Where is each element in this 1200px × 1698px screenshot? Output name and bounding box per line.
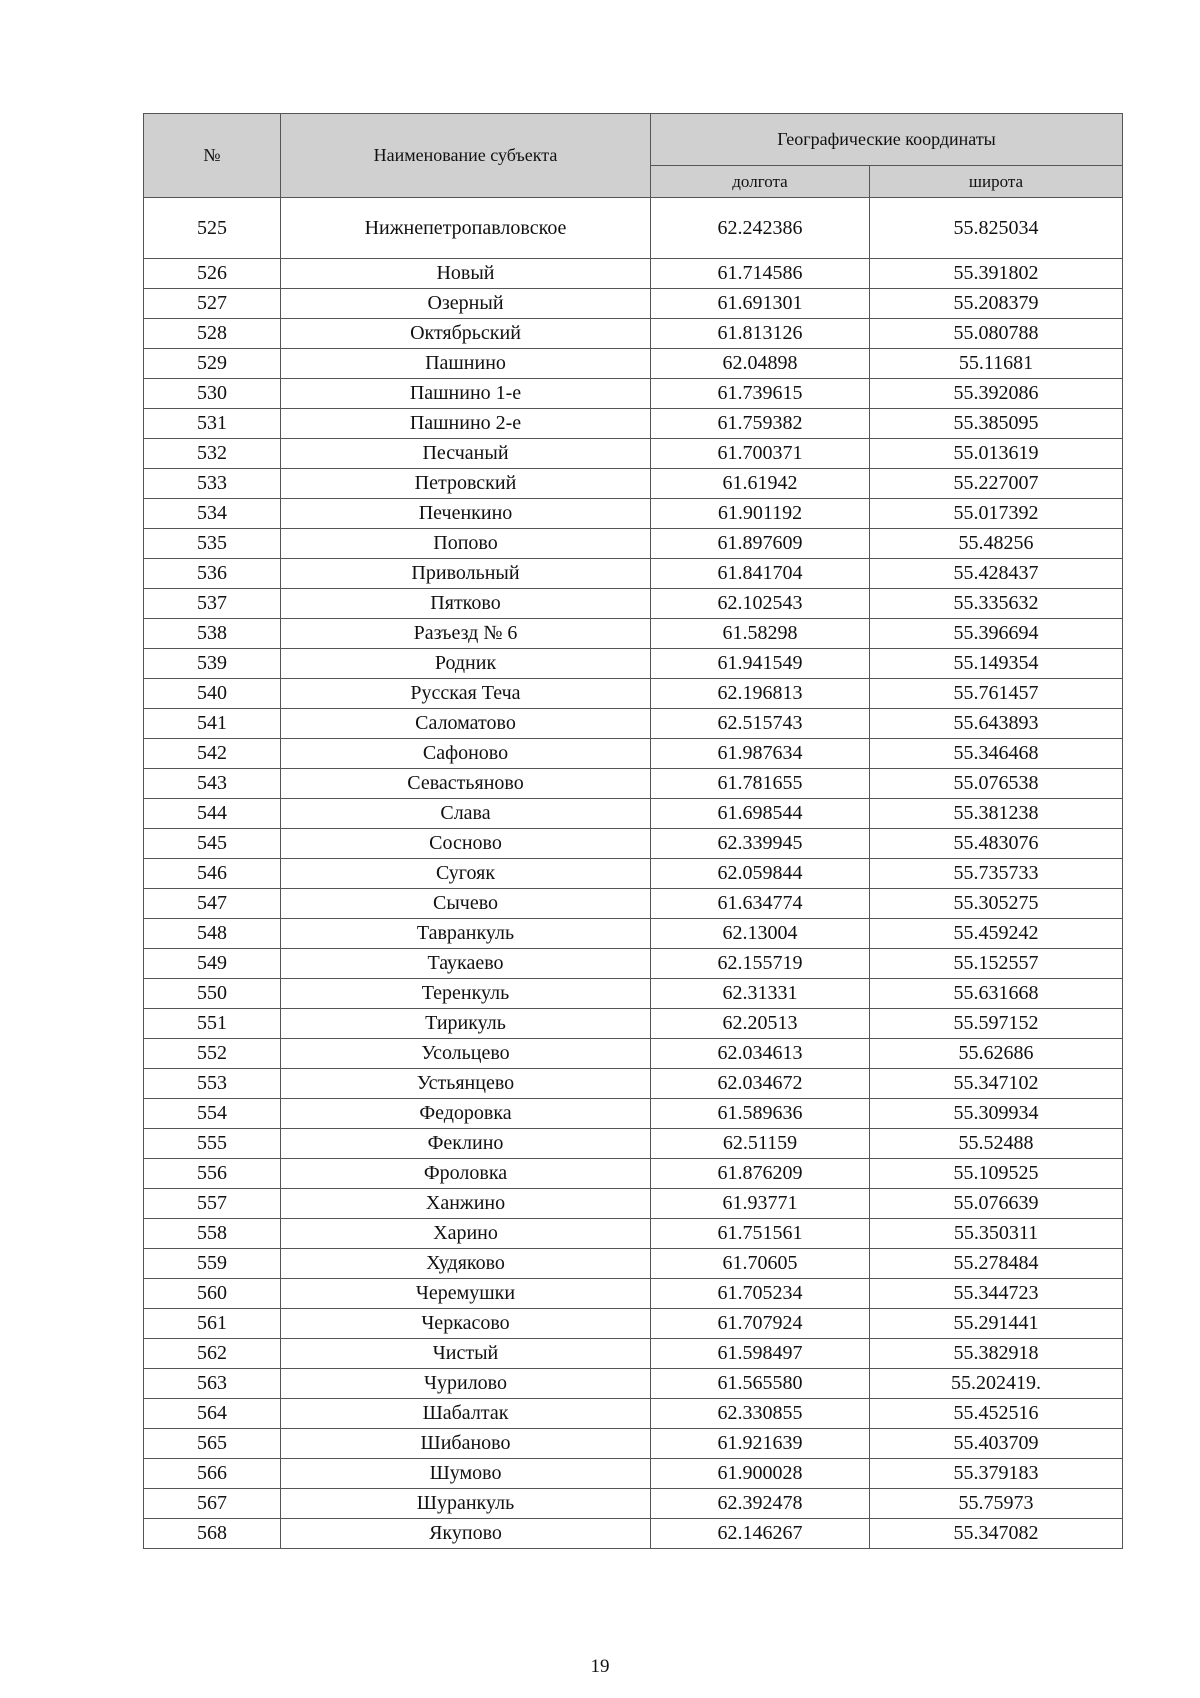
table-row [144, 1489, 1123, 1519]
cell-name: Петровский [281, 469, 651, 499]
cell-name: Слава [281, 799, 651, 829]
cell-latitude: 55.208379 [870, 289, 1123, 319]
cell-number: 560 [144, 1279, 281, 1309]
cell-latitude: 55.452516 [870, 1399, 1123, 1429]
cell-number: 531 [144, 409, 281, 439]
cell-number: 533 [144, 469, 281, 499]
cell-latitude: 55.347082 [870, 1519, 1123, 1549]
cell-name: Сугояк [281, 859, 651, 889]
cell-latitude: 55.52488 [870, 1129, 1123, 1159]
table-row [144, 799, 1123, 829]
cell-name: Фроловка [281, 1159, 651, 1189]
cell-name: Шуранкуль [281, 1489, 651, 1519]
cell-longitude: 61.921639 [651, 1429, 870, 1459]
cell-latitude: 55.149354 [870, 649, 1123, 679]
coordinates-table [143, 113, 1123, 1549]
cell-name: Харино [281, 1219, 651, 1249]
cell-latitude: 55.291441 [870, 1309, 1123, 1339]
cell-latitude: 55.825034 [870, 198, 1123, 259]
cell-latitude: 55.344723 [870, 1279, 1123, 1309]
table-row [144, 1369, 1123, 1399]
table-row [144, 649, 1123, 679]
cell-longitude: 62.20513 [651, 1009, 870, 1039]
cell-latitude: 55.392086 [870, 379, 1123, 409]
cell-number: 553 [144, 1069, 281, 1099]
cell-name: Ханжино [281, 1189, 651, 1219]
cell-longitude: 61.61942 [651, 469, 870, 499]
table-row [144, 198, 1123, 259]
cell-name: Печенкино [281, 499, 651, 529]
cell-number: 529 [144, 349, 281, 379]
table-row [144, 589, 1123, 619]
page-number: 19 [590, 1656, 610, 1677]
cell-longitude: 61.700371 [651, 439, 870, 469]
cell-name: Сафоново [281, 739, 651, 769]
cell-number: 538 [144, 619, 281, 649]
cell-longitude: 62.339945 [651, 829, 870, 859]
cell-number: 554 [144, 1099, 281, 1129]
table-row [144, 1099, 1123, 1129]
cell-name: Пашнино 1-е [281, 379, 651, 409]
cell-name: Федоровка [281, 1099, 651, 1129]
cell-longitude: 61.598497 [651, 1339, 870, 1369]
cell-name: Разъезд № 6 [281, 619, 651, 649]
cell-latitude: 55.381238 [870, 799, 1123, 829]
table-row [144, 289, 1123, 319]
cell-number: 540 [144, 679, 281, 709]
cell-number: 559 [144, 1249, 281, 1279]
cell-longitude: 61.698544 [651, 799, 870, 829]
cell-latitude: 55.631668 [870, 979, 1123, 1009]
table-row [144, 499, 1123, 529]
cell-name: Озерный [281, 289, 651, 319]
table-row [144, 979, 1123, 1009]
cell-latitude: 55.109525 [870, 1159, 1123, 1189]
cell-latitude: 55.076639 [870, 1189, 1123, 1219]
cell-number: 546 [144, 859, 281, 889]
cell-longitude: 61.987634 [651, 739, 870, 769]
table-row [144, 259, 1123, 289]
cell-longitude: 62.13004 [651, 919, 870, 949]
cell-longitude: 62.196813 [651, 679, 870, 709]
cell-number: 551 [144, 1009, 281, 1039]
cell-latitude: 55.735733 [870, 859, 1123, 889]
cell-name: Песчаный [281, 439, 651, 469]
cell-number: 548 [144, 919, 281, 949]
cell-number: 544 [144, 799, 281, 829]
cell-name: Октябрьский [281, 319, 651, 349]
cell-longitude: 62.51159 [651, 1129, 870, 1159]
cell-latitude: 55.385095 [870, 409, 1123, 439]
cell-longitude: 61.634774 [651, 889, 870, 919]
table-row [144, 949, 1123, 979]
table-row [144, 559, 1123, 589]
cell-number: 527 [144, 289, 281, 319]
cell-name: Пашнино [281, 349, 651, 379]
cell-number: 526 [144, 259, 281, 289]
table-row [144, 1009, 1123, 1039]
table-row [144, 769, 1123, 799]
cell-name: Сычево [281, 889, 651, 919]
cell-longitude: 62.102543 [651, 589, 870, 619]
cell-name: Севастьяново [281, 769, 651, 799]
cell-name: Худяково [281, 1249, 651, 1279]
cell-longitude: 62.059844 [651, 859, 870, 889]
table-row [144, 1219, 1123, 1249]
table-row [144, 1459, 1123, 1489]
cell-latitude: 55.459242 [870, 919, 1123, 949]
cell-longitude: 61.58298 [651, 619, 870, 649]
cell-name: Саломатово [281, 709, 651, 739]
cell-number: 565 [144, 1429, 281, 1459]
cell-name: Черкасово [281, 1309, 651, 1339]
table-row [144, 529, 1123, 559]
cell-latitude: 55.483076 [870, 829, 1123, 859]
cell-name: Шабалтак [281, 1399, 651, 1429]
cell-name: Пашнино 2-е [281, 409, 651, 439]
cell-latitude: 55.379183 [870, 1459, 1123, 1489]
cell-name: Привольный [281, 559, 651, 589]
cell-number: 566 [144, 1459, 281, 1489]
cell-latitude: 55.013619 [870, 439, 1123, 469]
cell-latitude: 55.305275 [870, 889, 1123, 919]
cell-longitude: 62.515743 [651, 709, 870, 739]
table-row [144, 1039, 1123, 1069]
table-row [144, 1339, 1123, 1369]
cell-number: 537 [144, 589, 281, 619]
cell-longitude: 61.751561 [651, 1219, 870, 1249]
cell-name: Пятково [281, 589, 651, 619]
cell-latitude: 55.391802 [870, 259, 1123, 289]
cell-longitude: 62.155719 [651, 949, 870, 979]
cell-latitude: 55.643893 [870, 709, 1123, 739]
table-row [144, 709, 1123, 739]
cell-latitude: 55.48256 [870, 529, 1123, 559]
cell-longitude: 61.739615 [651, 379, 870, 409]
cell-name: Чистый [281, 1339, 651, 1369]
cell-number: 567 [144, 1489, 281, 1519]
cell-longitude: 61.589636 [651, 1099, 870, 1129]
header-name: Наименование субъекта [281, 114, 651, 198]
table-row [144, 619, 1123, 649]
cell-number: 532 [144, 439, 281, 469]
table-row [144, 1129, 1123, 1159]
cell-name: Шибаново [281, 1429, 651, 1459]
cell-latitude: 55.396694 [870, 619, 1123, 649]
cell-longitude: 61.781655 [651, 769, 870, 799]
cell-number: 563 [144, 1369, 281, 1399]
cell-longitude: 61.93771 [651, 1189, 870, 1219]
cell-number: 558 [144, 1219, 281, 1249]
cell-name: Нижнепетропавловское [281, 198, 651, 259]
cell-name: Русская Теча [281, 679, 651, 709]
cell-latitude: 55.62686 [870, 1039, 1123, 1069]
table-row [144, 739, 1123, 769]
cell-latitude: 55.152557 [870, 949, 1123, 979]
cell-number: 541 [144, 709, 281, 739]
cell-number: 545 [144, 829, 281, 859]
table-row [144, 1159, 1123, 1189]
table-row [144, 469, 1123, 499]
table-row [144, 889, 1123, 919]
cell-name: Устьянцево [281, 1069, 651, 1099]
cell-longitude: 62.034613 [651, 1039, 870, 1069]
cell-latitude: 55.346468 [870, 739, 1123, 769]
header-coordinates: Географические координаты [651, 114, 1123, 166]
cell-name: Чурилово [281, 1369, 651, 1399]
cell-latitude: 55.761457 [870, 679, 1123, 709]
cell-latitude: 55.017392 [870, 499, 1123, 529]
cell-number: 543 [144, 769, 281, 799]
cell-longitude: 61.901192 [651, 499, 870, 529]
cell-longitude: 61.841704 [651, 559, 870, 589]
cell-name: Черемушки [281, 1279, 651, 1309]
table-row [144, 1249, 1123, 1279]
cell-number: 528 [144, 319, 281, 349]
cell-longitude: 61.897609 [651, 529, 870, 559]
cell-name: Тавранкуль [281, 919, 651, 949]
table-row [144, 829, 1123, 859]
table-row [144, 919, 1123, 949]
header-longitude: долгота [651, 166, 870, 198]
table-row [144, 319, 1123, 349]
cell-latitude: 55.597152 [870, 1009, 1123, 1039]
cell-latitude: 55.227007 [870, 469, 1123, 499]
table-row [144, 1519, 1123, 1549]
cell-number: 562 [144, 1339, 281, 1369]
table-row [144, 1429, 1123, 1459]
table-row [144, 439, 1123, 469]
cell-number: 539 [144, 649, 281, 679]
cell-longitude: 62.04898 [651, 349, 870, 379]
cell-latitude: 55.076538 [870, 769, 1123, 799]
table-row [144, 379, 1123, 409]
cell-latitude: 55.382918 [870, 1339, 1123, 1369]
cell-name: Якупово [281, 1519, 651, 1549]
cell-longitude: 61.876209 [651, 1159, 870, 1189]
cell-name: Шумово [281, 1459, 651, 1489]
cell-latitude: 55.75973 [870, 1489, 1123, 1519]
cell-latitude: 55.202419. [870, 1369, 1123, 1399]
table-row [144, 1069, 1123, 1099]
cell-longitude: 61.707924 [651, 1309, 870, 1339]
table-row [144, 1309, 1123, 1339]
cell-number: 564 [144, 1399, 281, 1429]
cell-name: Попово [281, 529, 651, 559]
cell-longitude: 62.392478 [651, 1489, 870, 1519]
header-number: № [144, 114, 281, 198]
cell-number: 568 [144, 1519, 281, 1549]
cell-longitude: 61.813126 [651, 319, 870, 349]
cell-number: 550 [144, 979, 281, 1009]
cell-number: 542 [144, 739, 281, 769]
cell-name: Тирикуль [281, 1009, 651, 1039]
cell-number: 552 [144, 1039, 281, 1069]
cell-longitude: 61.759382 [651, 409, 870, 439]
cell-latitude: 55.403709 [870, 1429, 1123, 1459]
cell-latitude: 55.428437 [870, 559, 1123, 589]
cell-latitude: 55.278484 [870, 1249, 1123, 1279]
cell-longitude: 62.330855 [651, 1399, 870, 1429]
cell-longitude: 61.714586 [651, 259, 870, 289]
cell-longitude: 62.146267 [651, 1519, 870, 1549]
cell-number: 547 [144, 889, 281, 919]
cell-latitude: 55.347102 [870, 1069, 1123, 1099]
cell-latitude: 55.309934 [870, 1099, 1123, 1129]
cell-name: Феклино [281, 1129, 651, 1159]
table-row [144, 1189, 1123, 1219]
cell-longitude: 62.242386 [651, 198, 870, 259]
cell-latitude: 55.11681 [870, 349, 1123, 379]
table-row [144, 1279, 1123, 1309]
cell-number: 561 [144, 1309, 281, 1339]
table-header [144, 114, 1123, 198]
cell-number: 536 [144, 559, 281, 589]
header-latitude: широта [870, 166, 1123, 198]
cell-name: Новый [281, 259, 651, 289]
table-row [144, 679, 1123, 709]
cell-longitude: 62.31331 [651, 979, 870, 1009]
cell-longitude: 61.565580 [651, 1369, 870, 1399]
table-body [144, 198, 1123, 1549]
cell-longitude: 61.691301 [651, 289, 870, 319]
cell-name: Родник [281, 649, 651, 679]
cell-number: 525 [144, 198, 281, 259]
cell-latitude: 55.080788 [870, 319, 1123, 349]
cell-name: Теренкуль [281, 979, 651, 1009]
cell-number: 555 [144, 1129, 281, 1159]
cell-name: Сосново [281, 829, 651, 859]
cell-longitude: 61.705234 [651, 1279, 870, 1309]
table-row [144, 349, 1123, 379]
cell-longitude: 61.70605 [651, 1249, 870, 1279]
cell-name: Усольцево [281, 1039, 651, 1069]
cell-number: 557 [144, 1189, 281, 1219]
cell-longitude: 61.941549 [651, 649, 870, 679]
cell-latitude: 55.350311 [870, 1219, 1123, 1249]
table-row [144, 859, 1123, 889]
cell-name: Таукаево [281, 949, 651, 979]
table-row [144, 409, 1123, 439]
cell-longitude: 61.900028 [651, 1459, 870, 1489]
cell-longitude: 62.034672 [651, 1069, 870, 1099]
cell-number: 549 [144, 949, 281, 979]
cell-number: 534 [144, 499, 281, 529]
cell-latitude: 55.335632 [870, 589, 1123, 619]
cell-number: 535 [144, 529, 281, 559]
cell-number: 556 [144, 1159, 281, 1189]
cell-number: 530 [144, 379, 281, 409]
table-row [144, 1399, 1123, 1429]
